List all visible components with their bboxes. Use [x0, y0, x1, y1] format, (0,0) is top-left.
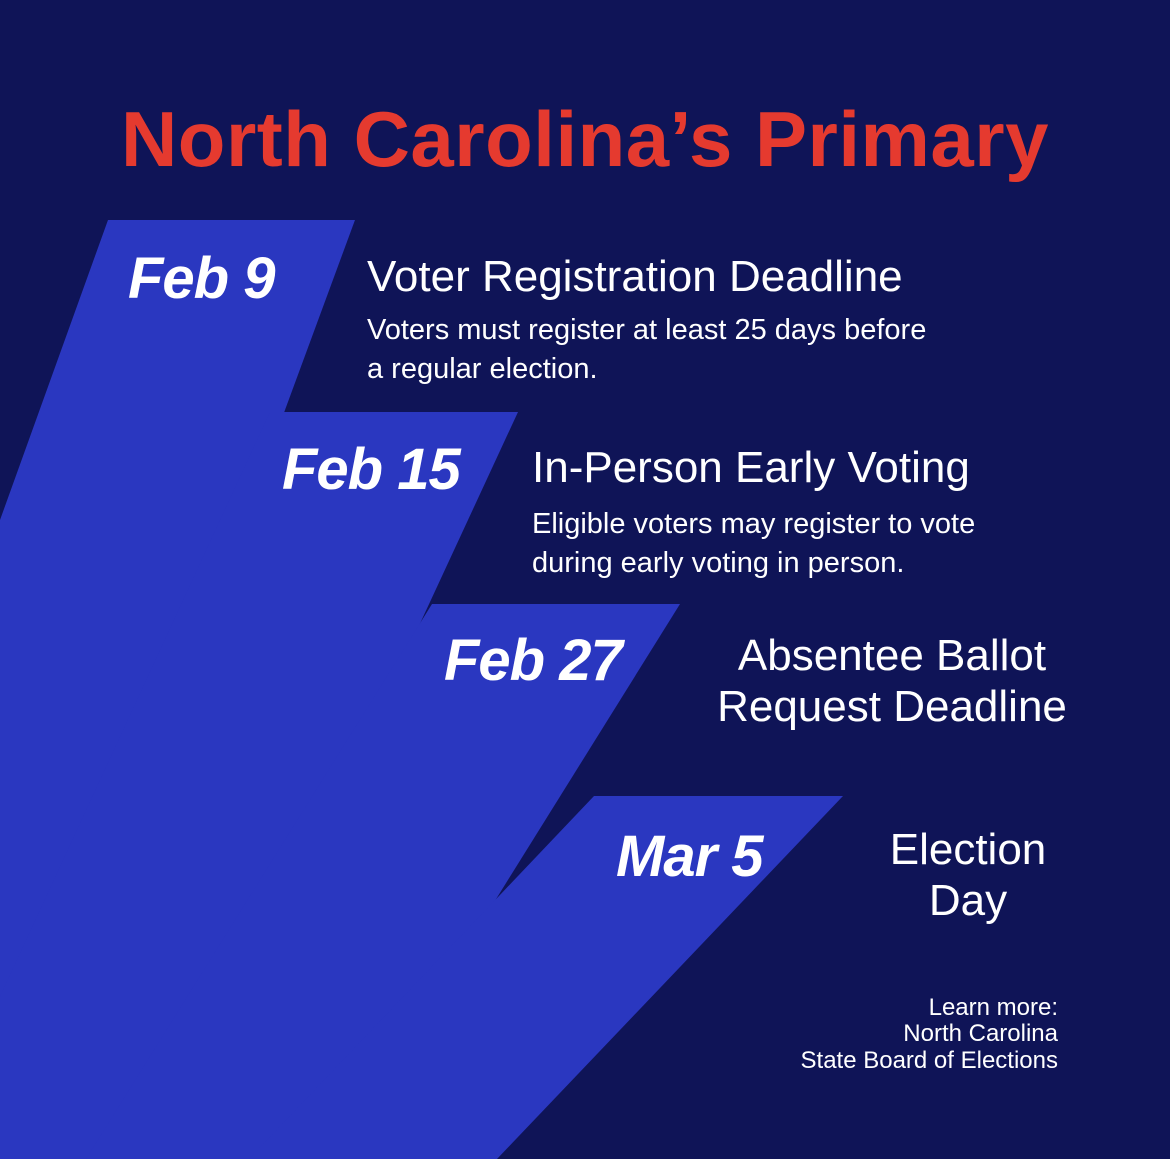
event-date-mar-5: Mar 5 — [616, 824, 763, 889]
event-date-feb-9: Feb 9 — [128, 246, 275, 311]
event-date-feb-15: Feb 15 — [282, 437, 460, 502]
description-line: during early voting in person. — [532, 547, 905, 580]
event-heading-voter-registration: Voter Registration Deadline — [367, 252, 903, 301]
description-line: Voters must register at least 25 days before — [367, 314, 927, 346]
heading-line: Election — [889, 825, 1047, 874]
learn-more-line: State Board of Elections — [800, 1046, 1058, 1074]
learn-more-line: Learn more: — [928, 994, 1058, 1021]
heading-line: Absentee Ballot — [737, 631, 1047, 680]
event-heading-absentee-ballot — [686, 631, 1098, 732]
heading-line: Request Deadline — [717, 681, 1067, 731]
page-title: North Carolina’s Primary — [120, 95, 1050, 183]
learn-more-note — [801, 995, 1058, 1074]
description-line: Eligible voters may register to vote — [532, 508, 976, 540]
event-date-feb-27: Feb 27 — [444, 628, 622, 693]
learn-more-line: North Carolina — [903, 1020, 1058, 1048]
event-description-early-voting — [532, 505, 975, 583]
event-description-voter-registration — [367, 311, 926, 389]
description-line: a regular election. — [367, 353, 598, 386]
heading-line: Day — [928, 875, 1008, 925]
event-heading-early-voting: In-Person Early Voting — [532, 443, 970, 492]
event-heading-election-day — [858, 825, 1078, 926]
